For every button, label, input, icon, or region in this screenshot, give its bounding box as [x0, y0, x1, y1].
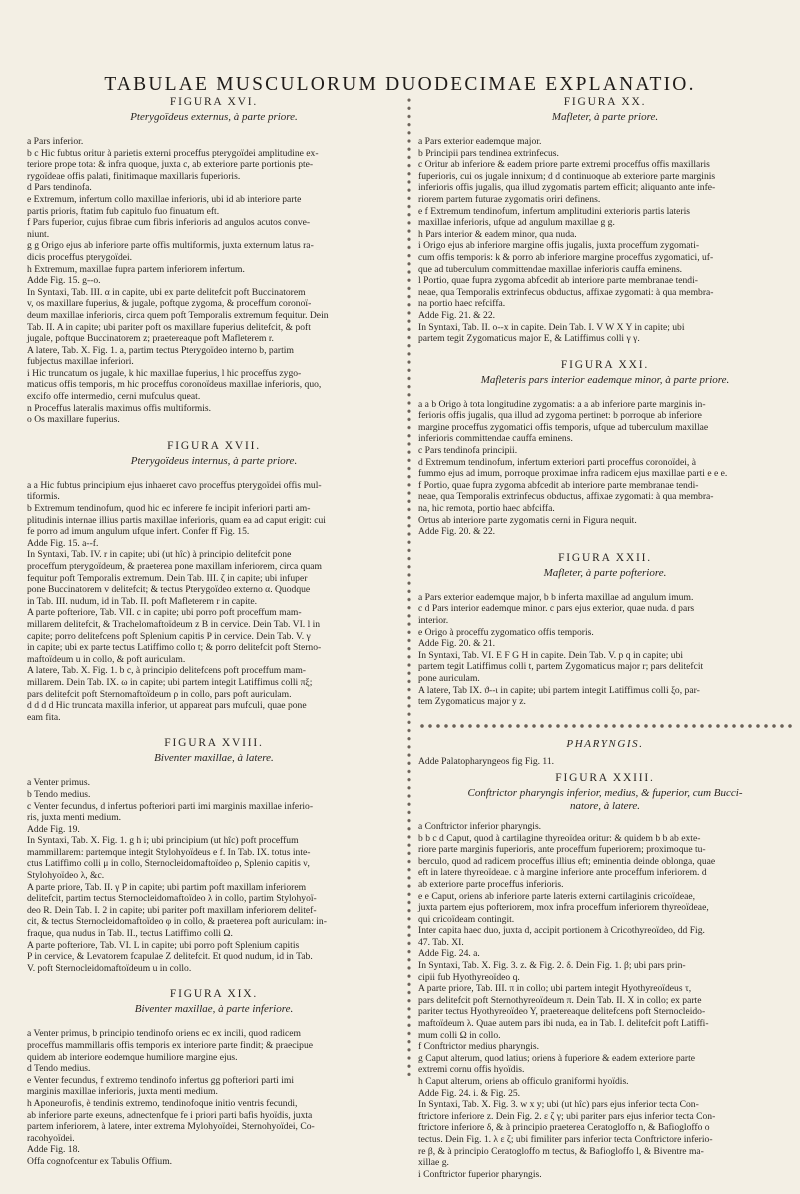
- text-line: e Venter fecundus, f extremo tendinofo infertus gg pofteriori parti imi: [27, 1074, 295, 1086]
- text-line: g g Origo ejus ab inferiore parte offis multiformis, juxta externum latus ra-: [27, 240, 314, 252]
- text-line: a a b Origo à tota longitudine zygomatis: a a ab inferiore parte marginis in-: [418, 398, 706, 410]
- figure-heading: FIGURA XXII.: [558, 551, 652, 564]
- text-line: d Pars tendinofa.: [27, 182, 92, 194]
- text-line: neae, qua Temporalis extrinfecus obductus, affixae zygomati: à qua membra-: [418, 286, 714, 298]
- text-line: fubjectus maxillae inferiori.: [27, 356, 134, 368]
- text-line: Adde Fig. 18.: [27, 1144, 80, 1156]
- text-line: c Oritur ab inferiore & eadem priore parte extremi proceffus offis maxillaris: [418, 159, 710, 171]
- text-line: interior.: [418, 615, 449, 626]
- text-line: V. poft Sternocleidomaftoïdeum u in collo.: [27, 962, 192, 974]
- figure-subtitle: Pterygoïdeus internus, à parte priore.: [130, 454, 298, 467]
- text-line: pars delitefcit poft Sternomaftoïdeum ρ in collo, pars poft auriculam.: [27, 688, 292, 700]
- text-line: P in cervice, & Levatorem fcapulae Z delitefcit. Et quod nudum, id in Tab.: [27, 951, 313, 963]
- text-line: proceffum pterygoïdeum, & praeterea pone maxillam inferiorem, circa quam: [27, 561, 322, 572]
- text-line: fuperioris, cui os jugale innixum; d d continuoque ab exteriore parte marginis: [418, 170, 716, 182]
- figure-text: [27, 136, 401, 426]
- text-line: e f Extremum tendinofum, infertum amplitudini exterioris partis lateris: [418, 205, 691, 217]
- text-line: tectus. Dein Fig. 1. λ ε ζ; ubi fimiliter pars inferior tecta Conftrictore inferio-: [418, 1133, 713, 1145]
- text-line: c Venter fecundus, d infertus pofteriori parti imi marginis maxillae inferio-: [27, 800, 314, 812]
- text-line: f Portio, quae fupra zygoma abfcedit ab interiore parte membranae tendi-: [418, 479, 699, 491]
- text-line: in capite; ubi ex parte tectus Latiffimo collo t; & porro delitefcit poft Sterno-: [27, 642, 322, 654]
- text-line: a Pars exterior eademque major.: [418, 136, 542, 147]
- text-line: ferioris offis jugalis, qua illud ad zygoma pertinet: b porroque ab inferiore: [418, 410, 702, 422]
- text-line: b Extremum tendinofum, quod hic ec inferere fe incipit inferiori parti am-: [27, 503, 311, 515]
- text-line: excifo offe intermedio, cerni mufculus queat.: [27, 391, 201, 403]
- text-line: plitudinis internae illius partis maxillae inferioris, quam ea ad caput erigit: cui: [27, 514, 326, 526]
- text-line: pars delitefcit poft Sternothyreoïdeum π. Dein Tab. II. X in collo; ex parte: [418, 994, 702, 1006]
- text-line: In Syntaxi, Tab. VI. E F G H in capite. Dein Tab. V. p q in capite; ubi: [418, 649, 684, 661]
- text-line: f Conftrictor medius pharyngis.: [418, 1041, 539, 1053]
- text-line: In Syntaxi, Tab. III. α in capite, ubi ex parte delitefcit poft Buccinatorem: [27, 286, 306, 298]
- text-line: h Caput alterum, oriens ab officulo graniformi hyoïdis.: [418, 1076, 629, 1087]
- text-line: b b c d Caput, quod à cartilagine thyreoïdea oritur: & quidem b b ab exte-: [418, 832, 701, 844]
- text-line: In Syntaxi, Tab. II. o--x in capite. Dein Tab. I. V W X Y in capite; ubi: [418, 321, 685, 333]
- text-line: mum colli Ω in collo.: [418, 1029, 501, 1041]
- text-line: na, hic remota, portio haec abfciffa.: [418, 503, 555, 515]
- figure-subtitle: Mafleteris pars interior eademque minor, à parte priore.: [480, 373, 730, 386]
- text-line: A latere, Tab. X. Fig. 1. b c, à principio delitefcens poft proceffum mam-: [27, 665, 306, 677]
- text-line: v, os maxillare fuperius, & jugale, poftque zygoma, & proceffum coronoï-: [27, 298, 312, 310]
- text-line: qui cricoïdeam contingit.: [418, 913, 515, 925]
- text-line: margine proceffus zygomatici offis temporis, ufque ad tuberculum maxillae: [418, 421, 709, 433]
- text-line: Adde Fig. 15. g--o.: [27, 275, 101, 287]
- figure-20-section: [418, 96, 792, 345]
- figure-text: [418, 136, 792, 345]
- pharynx-section-label: PHARYNGIS.: [566, 737, 644, 750]
- figure-18-section: [27, 737, 401, 974]
- text-line: a Pars inferior.: [27, 136, 84, 147]
- text-line: capite; porro delitefcens poft Splenium capitis P in cervice. Dein Tab. V. γ: [27, 630, 311, 642]
- figure-21-section: [418, 359, 792, 538]
- text-line: pone Buccinatorem v delitefcit; & tectus Pterygoïdeo externo α. Quodque: [27, 584, 311, 596]
- text-line: l Portio, quae fupra zygoma abfcedit ab interiore parte membranae tendi-: [418, 275, 698, 287]
- figure-text: [27, 1028, 401, 1167]
- figure-heading: FIGURA XXIII.: [555, 771, 655, 784]
- text-line: deum maxillae inferioris, circa quem poft Temporalis extremum fequitur. Dein: [27, 309, 329, 321]
- text-line: mammillarem: partemque integit Stylohyoïdeus e f. In Tab. IX. totus inte-: [27, 846, 311, 858]
- text-line: jugale, poftque Buccinatorem z; praetereaque poft Mafleterem r.: [27, 333, 274, 345]
- text-line: maftoïdeum λ. Quae autem pars ibi nuda, ea in Tab. I. delitefcit poft Latiffi-: [418, 1018, 709, 1030]
- figure-heading: FIGURA XXI.: [560, 358, 650, 371]
- text-line: maxillae inferioris, ufque ad angulum maxillae g g.: [418, 217, 615, 229]
- text-line: a Venter primus.: [27, 777, 90, 789]
- figure-17-section: [27, 440, 401, 723]
- text-line: riorem partem futurae zygomatis oriri definens.: [418, 193, 601, 205]
- text-line: d Tendo medius.: [27, 1063, 91, 1075]
- text-line: 47. Tab. XI.: [418, 936, 464, 948]
- text-line: delitefcit, partim tectus Sternocleidomaftoïdeo λ in collo, partim Stylohyoï-: [27, 893, 317, 905]
- text-line: riore parte marginis fuperioris, ante proceffum fuperiorem; proximoque tu-: [418, 844, 706, 856]
- text-line: pone auriculam.: [418, 672, 480, 684]
- text-line: inferioris committendae cauffa eminens.: [418, 433, 573, 445]
- text-line: b Tendo medius.: [27, 788, 91, 800]
- text-line: racohyoïdei.: [27, 1132, 75, 1144]
- text-line: Adde Fig. 15. a--f.: [27, 537, 99, 549]
- figure-text: [418, 399, 792, 538]
- text-line: proceffus mammillaris offis temporis ex interiore parte findit; & praecipue: [27, 1040, 314, 1051]
- text-line: In Syntaxi, Tab. X. Fig. 3. w x y; ubi (ut hîc) pars ejus inferior tecta Con-: [418, 1099, 699, 1111]
- text-line: berculo, quod ad radicem proceffus illius eft; eminentia deinde oblonga, quae: [418, 855, 716, 867]
- running-title: TABULAE MUSCULORUM DUODECIMAE EXPLANATIO.: [104, 74, 696, 95]
- text-line: d d d d Hic truncata maxilla inferior, ut appareat pars mufculi, quae pone: [27, 700, 307, 712]
- figure-text: [27, 777, 401, 974]
- figure-subtitle-line: Conftrictor pharyngis inferior, medius, & fuperior, cum Bucci-: [467, 786, 743, 799]
- text-line: quidem ab interiore eodemque humiliore margine ejus.: [27, 1051, 238, 1063]
- text-line: d Extremum tendinofum, infertum exteriori parti proceffus coronoïdei, à: [418, 456, 696, 468]
- text-line: h Extremum, maxillae fupra partem inferiorem infertum.: [27, 263, 245, 275]
- left-column: [27, 96, 401, 1182]
- text-line: neae, qua Temporalis extrinfecus obductus, affixae zygomati: à qua membra-: [418, 491, 714, 503]
- text-line: millarem delitefcit, & Trachelomaftoïdeum z B in cervice. Dein Tab. VI. l in: [27, 618, 321, 630]
- text-line: c d Pars interior eademque minor. c pars ejus exterior, quae nuda. d pars: [418, 603, 695, 615]
- figure-heading: FIGURA XVII.: [167, 439, 261, 452]
- text-line: na portio haec refciffa.: [418, 298, 506, 310]
- figure-19-section: [27, 988, 401, 1167]
- text-line: g Caput alterum, quod latius; oriens à fuperiore & eadem exteriore parte: [418, 1052, 696, 1064]
- text-line: a Conftrictor inferior pharyngis.: [418, 820, 542, 832]
- text-line: pariter tectus Hyothyreoïdeo Y, praetereaque delitefcens poft Sternocleido-: [418, 1006, 706, 1018]
- text-line: c Pars tendinofa principii.: [418, 445, 518, 457]
- text-line: deo R. Dein Tab. I. 2 in capite; ubi pariter poft maxillam inferiorem delitef-: [27, 904, 317, 916]
- text-line: tiformis.: [27, 491, 60, 503]
- text-line: partem tegit Latiffimus colli t, partem Zygomaticus major r; pars delitefcit: [418, 661, 704, 673]
- text-line: fraque, qua nudus in Tab. II., tectus Latiffimo colli Ω.: [27, 928, 233, 940]
- text-line: millarem. Dein Tab. IX. ω in capite; ubi partem integit Latiffimus colli πξ;: [27, 676, 313, 688]
- text-line: o Os maxillare fuperius.: [27, 414, 120, 426]
- text-line: f Pars fuperior, cujus fibrae cum fibris inferioris ad angulos acutos conve-: [27, 217, 311, 229]
- text-line: fequitur poft Temporalis extremum. Dein Tab. III. ζ in capite; ubi infuper: [27, 572, 308, 584]
- text-line: juxta partem ejus pofteriorem, mox infra proceffum inferiorem thyreoïdeae,: [418, 902, 709, 914]
- text-line: ab exteriore parte proceffus inferioris.: [418, 878, 564, 890]
- text-line: i Conftrictor fuperior pharyngis.: [418, 1168, 542, 1180]
- figure-text: [27, 480, 401, 723]
- text-line: niunt.: [27, 228, 50, 240]
- figure-text: [418, 592, 792, 708]
- figure-23-section: [418, 772, 792, 1180]
- text-line: ctus Latiffimo colli μ in collo, Sternocleidomaftoïdeo ρ, Splenio capitis ν,: [27, 858, 310, 870]
- text-line: cit, & tectus Sternocleidomaftoïdeo φ in collo, & praeterea poft auriculam: in-: [27, 916, 327, 928]
- text-line: re β, & à principio Ceratogloffo m tectus, & Bafiogloffo l, & Biventre ma-: [418, 1145, 704, 1157]
- text-line: A parte pofteriore, Tab. VII. c in capite; ubi porro poft proceffum mam-: [27, 607, 302, 619]
- text-line: Adde Fig. 19.: [27, 823, 80, 835]
- text-line: dicis proceffus pterygoïdei.: [27, 251, 133, 263]
- text-line: extremi cornu offis hyoïdis.: [418, 1064, 525, 1076]
- text-line: partem tegit Zygomaticus major E, & Latiffimus colli γ γ.: [418, 333, 640, 345]
- text-line: a Venter primus, b principio tendinofo oriens ec ex incili, quod radicem: [27, 1028, 301, 1040]
- text-line: h Aponeurofis, è tendinis extremo, tendinofoque initio ventris fecundi,: [27, 1097, 298, 1109]
- text-line: tem Zygomaticus major y z.: [418, 696, 526, 708]
- figure-heading: FIGURA XIX.: [169, 988, 259, 1001]
- text-line: Adde Fig. 24. i. & Fig. 25.: [418, 1087, 521, 1099]
- text-line: a a Hic fubtus principium ejus inhaeret cavo proceffus pterygoïdei offis mul-: [27, 479, 322, 491]
- text-line: A latere, Tab IX. ϑ--ι in capite; ubi partem integit Latiffimus colli ξο, par-: [418, 684, 700, 696]
- text-line: xillae g.: [418, 1157, 449, 1169]
- text-line: Adde Fig. 20. & 22.: [418, 526, 496, 538]
- text-line: Adde Fig. 24. a.: [418, 948, 480, 960]
- text-line: inferioris offis jugalis, qua illud zygomatis partem efficit; aliquanto ante infe-: [418, 182, 716, 194]
- text-line: a Pars exterior eademque major, b b inferta maxillae ad angulum imum.: [418, 591, 694, 603]
- text-line: b c Hic fubtus oritur à parietis externi proceffus pterygoïdei amplitudine ex-: [27, 147, 319, 159]
- text-line: cum offis temporis: k & porro ab inferiore margine proceffus zygomatici, uf-: [418, 251, 714, 263]
- text-line: Tab. II. A in capite; ubi pariter poft os maxillare fuperius delitefcit, & poft: [27, 321, 311, 333]
- figure-subtitle-line: natore, à latere.: [569, 799, 641, 812]
- text-line: eam fita.: [27, 711, 61, 723]
- text-line: Ortus ab interiore parte zygomatis cerni in Figura nequit.: [418, 514, 637, 526]
- text-line: A parte priore, Tab. III. π in collo; ubi partem integit Hyothyreoïdeus τ,: [418, 983, 692, 995]
- text-line: A parte pofteriore, Tab. VI. L in capite; ubi porro poft Splenium capitis: [27, 939, 300, 951]
- text-line: A latere, Tab. X. Fig. 1. a, partim tectus Pterygoïdeo interno b, partim: [27, 344, 294, 356]
- text-line: teriore prope tota: & infra quoque, juxta c, ab exteriore parte portionis pte-: [27, 159, 314, 171]
- text-line: b Principii pars tendinea extrinfecus.: [418, 147, 559, 159]
- text-line: e e Caput, oriens ab inferiore parte lateris externi cartilaginis cricoïdeae,: [418, 890, 696, 902]
- text-line: rygoïdeae offis palati, finitimaque maxillaris fuperioris.: [27, 170, 241, 182]
- pharynx-note: Adde Palatopharyngeos fig Fig. 11.: [418, 756, 555, 768]
- figure-subtitle: Mafleter, à parte pofteriore.: [543, 566, 667, 579]
- text-line: A parte priore, Tab. II. γ P in capite; ubi partim poft maxillam inferiorem: [27, 881, 307, 893]
- text-line: n Proceffus lateralis maximus offis multiformis.: [27, 402, 212, 414]
- ornamental-rule: [418, 722, 792, 730]
- text-line: ftrictore inferiore z. Dein Fig. 2. ε ζ γ; ubi pariter pars ejus inferior tecta Con-: [418, 1110, 716, 1122]
- text-line: partis prioris, ftatim fub capitulo fuo finuatum eft.: [27, 205, 220, 217]
- text-line: fummo ejus ad imum, porroque proximae infra radicem ejus maxillae parti e e e.: [418, 468, 728, 480]
- text-line: ab inferiore parte exeuns, adnectenfque fe i priori parti bafis hyoïdis, juxta: [27, 1109, 313, 1121]
- text-line: Inter capita haec duo, juxta d, accipit portionem à Cricothyreoïdeo, dd Fig.: [418, 925, 705, 937]
- text-line: ris, juxta menti medium.: [27, 812, 122, 824]
- text-line: In Syntaxi, Tab. IV. r in capite; ubi (ut hîc) à principio delitefcit pone: [27, 549, 292, 561]
- text-line: i Hic truncatum os jugale, k hic maxillae fuperius, l hic proceffus zygo-: [27, 367, 302, 379]
- text-line: marginis maxillae inferioris, juxta menti medium.: [27, 1086, 218, 1098]
- figure-subtitle: Mafleter, à parte priore.: [551, 111, 659, 123]
- figure-16-section: [27, 96, 401, 426]
- text-line: ftrictore inferiore δ, & à principio praeterea Ceratogloffo n, & Bafiogloffo o: [418, 1122, 710, 1134]
- text-line: cipii fub Hyothyreoïdeo q.: [418, 971, 520, 983]
- text-line: e Extremum, infertum collo maxillae inferioris, ubi id ab interiore parte: [27, 193, 302, 205]
- text-line: e Origo à proceffu zygomatico offis temporis.: [418, 626, 594, 638]
- text-line: in Tab. III. nudum, id in Tab. II. poft Mafleterem r in capite.: [27, 595, 258, 607]
- figure-subtitle: Pterygoïdeus externus, à parte priore.: [130, 111, 298, 123]
- text-line: Offa cognofcentur ex Tabulis Offium.: [27, 1155, 173, 1167]
- figure-subtitle: Biventer maxillae, à latere.: [154, 752, 274, 765]
- figure-heading: FIGURA XVIII.: [164, 737, 264, 750]
- text-line: que ad tuberculum committendae maxillae inferioris cauffa eminens.: [418, 263, 683, 275]
- text-line: In Syntaxi, Tab. X. Fig. 1. g h i; ubi principium (ut hîc) poft proceffum: [27, 835, 299, 847]
- text-line: i Origo ejus ab inferiore margine offis jugalis, juxta proceffum zygomati-: [418, 240, 700, 252]
- text-line: h Pars interior & eadem minor, qua nuda.: [418, 228, 577, 240]
- figure-22-section: [418, 552, 792, 708]
- figure-subtitle: [418, 787, 792, 813]
- figure-heading: FIGURA XX.: [563, 96, 647, 108]
- text-line: In Syntaxi, Tab. X. Fig. 3. z. & Fig. 2. δ. Dein Fig. 1. β; ubi pars prin-: [418, 960, 686, 972]
- text-line: maticus offis temporis, m hic proceffus coronoïdeus maxillae inferioris, quo,: [27, 379, 322, 391]
- figure-heading: FIGURA XVI.: [169, 96, 259, 108]
- text-line: maftoïdeum u in collo, & poft auriculam.: [27, 653, 186, 665]
- text-line: fe porro ad imum angulum ufque infert. Confer ff Fig. 15.: [27, 526, 250, 538]
- text-line: eft in latere thyreoïdeae. c à margine inferiore ante proceffum inferiorem. d: [418, 867, 707, 879]
- text-line: partem inferiorem, à latere, inter extrema Mylohyoïdei, Sternohyoïdei, Co-: [27, 1121, 315, 1133]
- figure-text: [418, 821, 792, 1180]
- text-line: Stylohyoïdeo λ, &c.: [27, 870, 105, 882]
- text-line: Adde Fig. 21. & 22.: [418, 309, 496, 321]
- dotted-column-divider: [403, 96, 415, 1076]
- figure-subtitle: Biventer maxillae, à parte inferiore.: [134, 1003, 294, 1016]
- text-line: Adde Fig. 20. & 21.: [418, 638, 496, 650]
- right-column: [418, 96, 792, 1194]
